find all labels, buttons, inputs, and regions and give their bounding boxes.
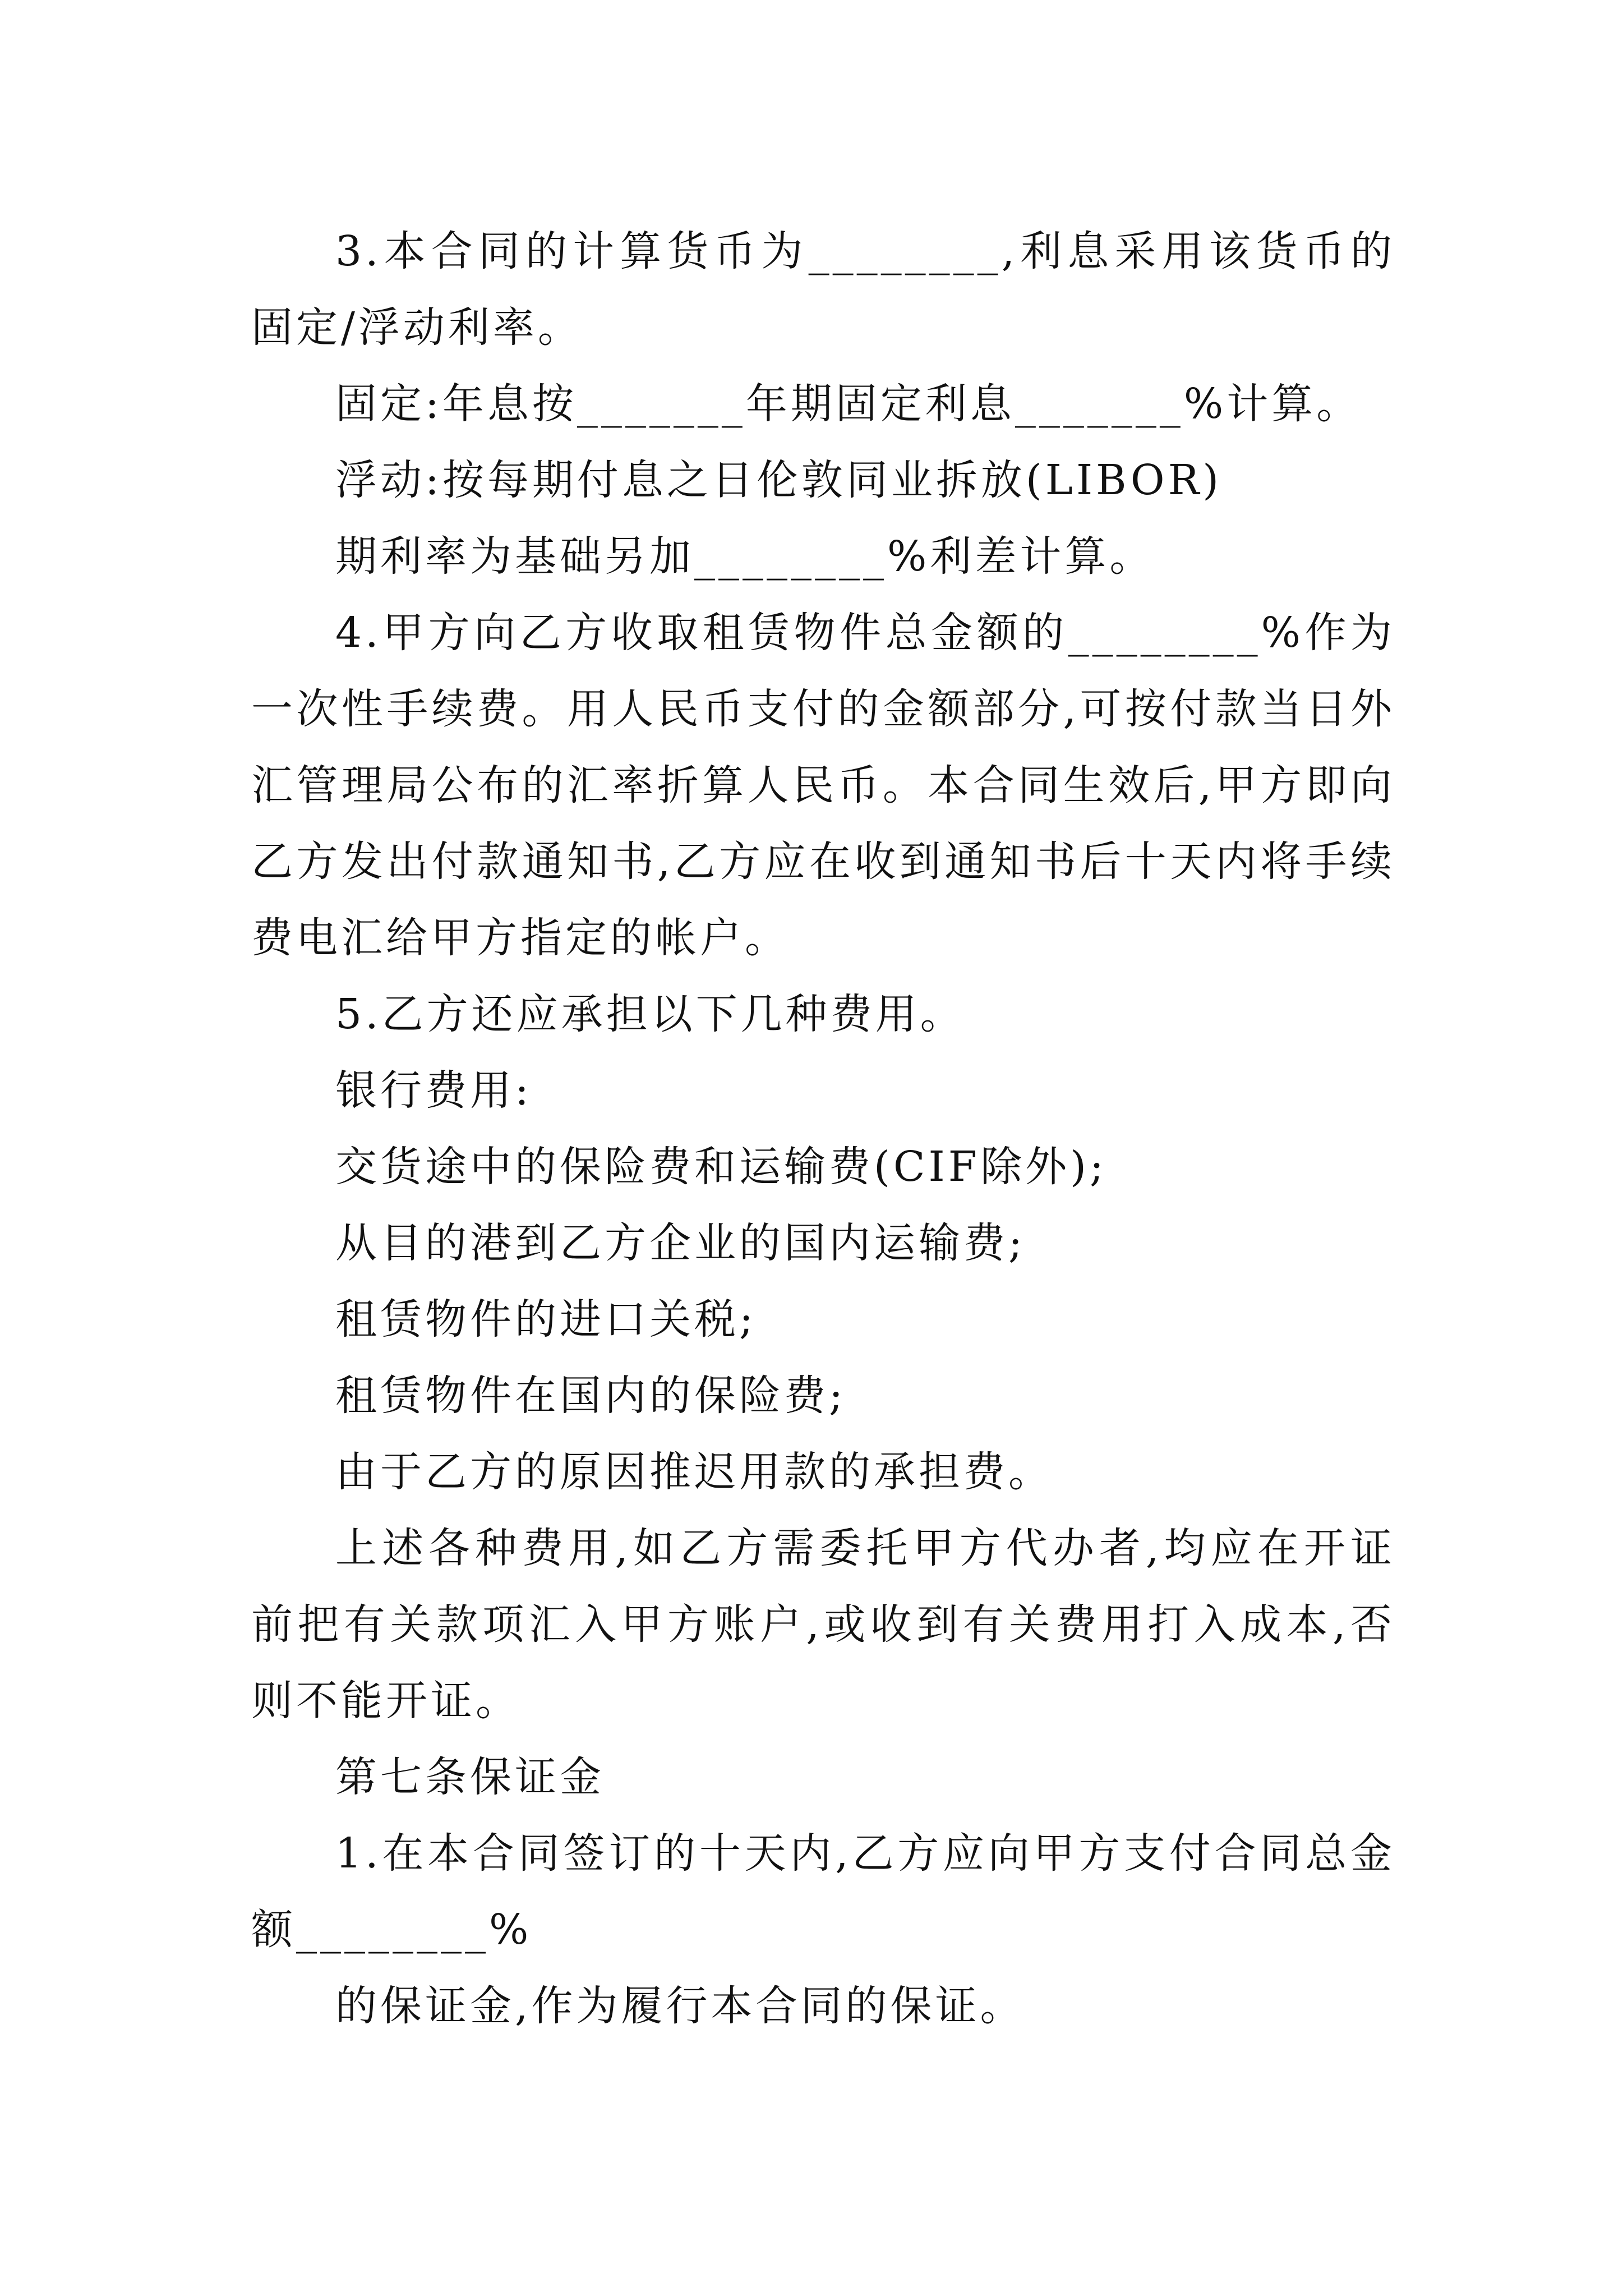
paragraph-bank-fees: 银行费用:	[335, 1066, 532, 1115]
paragraph-commitment-fee: 由于乙方的原因推迟用款的承担费。	[335, 1448, 1053, 1496]
paragraph-domestic-transport: 从目的港到乙方企业的国内运输费;	[335, 1219, 1026, 1267]
document-body	[251, 213, 1395, 2044]
paragraph-fixed-rate: 固定:年息按_______年期固定利息_______%计算。	[335, 380, 1362, 428]
paragraph-currency: 3.本合同的计算货币为________,利息采用该货币的固定/浮动利率。	[251, 227, 1395, 352]
paragraph-other-fees-heading: 5.乙方还应承担以下几种费用。	[335, 990, 965, 1038]
paragraph-handling-fee: 4.甲方向乙方收取租赁物件总金额的________%作为一次性手续费。用人民币支付的金额部分,可按付款当日外汇管理局公布的汇率折算人民币。本合同生效后,甲方即向乙方发出付款通知书,乙方应在收到通知书后十天内将手续费电汇给甲方指定的帐户。	[251, 609, 1395, 962]
paragraph-fees-remark: 上述各种费用,如乙方需委托甲方代办者,均应在开证前把有关款项汇入甲方账户,或收到有关费用打入成本,否则不能开证。	[251, 1524, 1395, 1725]
section-title-deposit: 第七条保证金	[335, 1753, 605, 1801]
paragraph-domestic-insurance: 租赁物件在国内的保险费;	[335, 1372, 846, 1420]
paragraph-deposit-purpose: 的保证金,作为履行本合同的保证。	[335, 1982, 1025, 2030]
paragraph-spread: 期利率为基础另加________%利差计算。	[335, 532, 1155, 581]
paragraph-floating-rate: 浮动:按每期付息之日伦敦同业拆放(LIBOR)	[335, 456, 1223, 504]
paragraph-deposit-amount: 1.在本合同签订的十天内,乙方应向甲方支付合同总金额________%	[251, 1829, 1395, 1954]
paragraph-import-duty: 租赁物件的进口关税;	[335, 1295, 757, 1343]
paragraph-insurance-transport: 交货途中的保险费和运输费(CIF除外);	[335, 1143, 1107, 1191]
